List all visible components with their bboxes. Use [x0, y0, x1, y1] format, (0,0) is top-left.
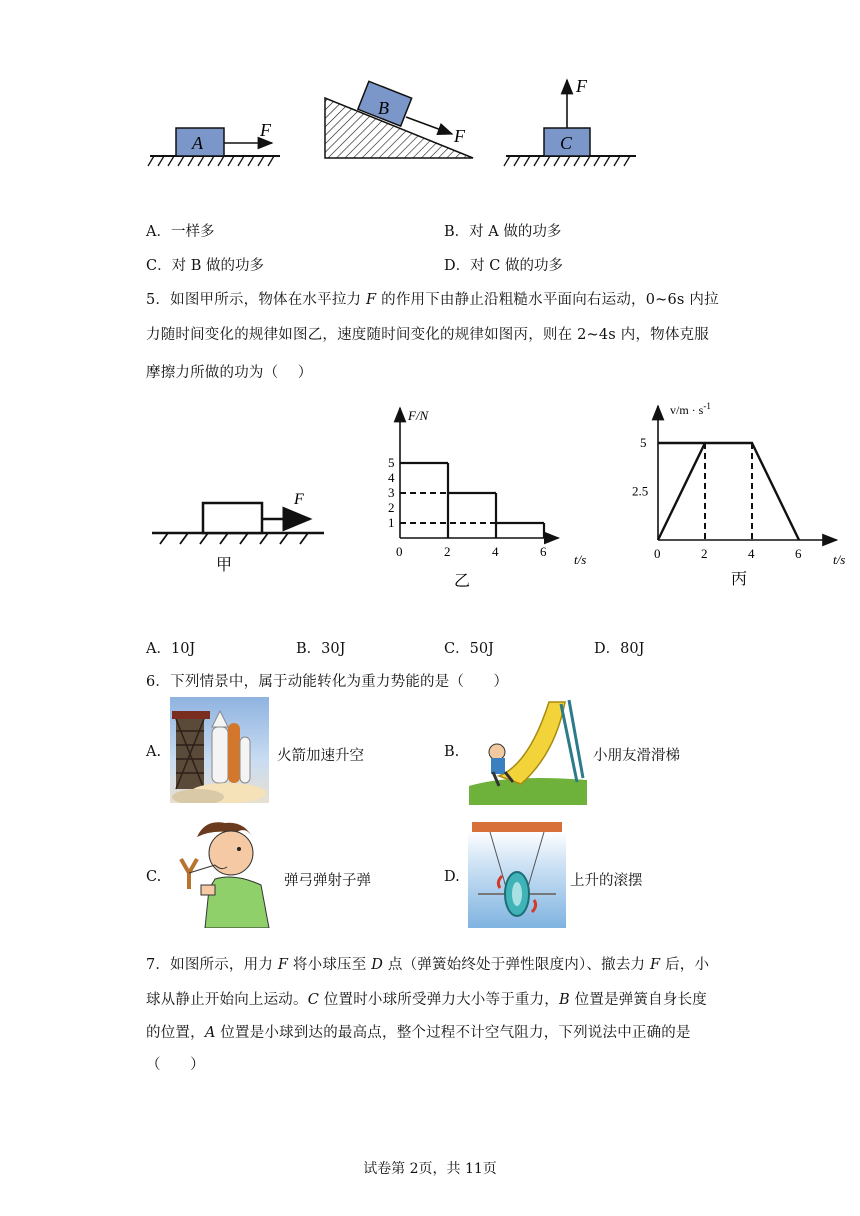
q7-text: 点（弹簧始终处于弹性限度内）、撤去力 — [383, 957, 651, 973]
force-c-label: F — [576, 76, 587, 96]
y-tick-label: 5 — [388, 455, 395, 470]
jia-caption: 甲 — [216, 557, 233, 574]
bing-caption: 丙 — [731, 571, 748, 588]
q7-text: 位置是小球到达的最高点，整个过程不计空气阻力，下列说法中正确的是 — [215, 1025, 691, 1041]
x-tick-label: 4 — [748, 546, 755, 561]
q5-option-c[interactable]: C．50J — [444, 641, 494, 657]
rocket-image — [170, 697, 269, 803]
y-tick-label: 5 — [640, 435, 647, 450]
q4-option-c[interactable]: C．对 B 做的功多 — [146, 258, 264, 274]
q5-stem-line3: 摩擦力所做的功为（ ） — [146, 365, 313, 381]
q5-option-d[interactable]: D．80J — [594, 641, 645, 657]
q5-text: 的作用下由静止沿粗糙水平面向右运动，0~6s 内拉 — [376, 292, 719, 308]
block-c-scene — [504, 76, 636, 166]
q7-var-f: F — [277, 957, 289, 973]
x-tick-label: 4 — [492, 544, 499, 559]
x-tick-label: 0 — [396, 544, 403, 559]
y-axis-label: F/N — [408, 408, 429, 423]
block-b-scene — [325, 81, 473, 158]
q6-option-b-letter[interactable]: B. — [444, 744, 460, 760]
q7-stem-line4: （ ） — [146, 1057, 205, 1073]
q6-option-a-letter[interactable]: A. — [146, 744, 162, 760]
x-tick-label: 6 — [540, 544, 547, 559]
slingshot-image — [175, 819, 275, 928]
jia-force-label: F — [294, 491, 304, 508]
q7-text: 后，小 — [660, 957, 710, 973]
force-b-label: F — [454, 126, 465, 146]
q7-text: 7．如图所示，用力 — [146, 957, 278, 973]
q7-stem-line2 — [146, 988, 707, 1009]
y-axis-label: $v/m \cdot s^{-1}$ — [670, 401, 711, 417]
q5-stem-line1 — [146, 288, 719, 309]
block-c-label: C — [560, 133, 573, 153]
force-blocks-figure — [140, 74, 660, 174]
q6-option-c-letter[interactable]: C. — [146, 869, 162, 885]
y-tick-label: 2 — [388, 500, 395, 515]
q7-var-a: A — [204, 1025, 216, 1041]
q5-option-b[interactable]: B．30J — [296, 641, 346, 657]
q4-option-a[interactable]: A．一样多 — [146, 224, 215, 240]
q6-option-a-text[interactable]: 火箭加速升空 — [277, 748, 364, 764]
x-axis-label: t/s — [833, 552, 846, 567]
yo-yo-wheel-image — [468, 820, 566, 928]
q5-var-f: F — [366, 292, 377, 308]
y-tick-label: 3 — [388, 485, 395, 500]
q6-option-b-text[interactable]: 小朋友滑滑梯 — [593, 748, 680, 764]
x-tick-label: 2 — [701, 546, 708, 561]
q7-var-f: F — [650, 957, 661, 973]
x-tick-label: 6 — [795, 546, 802, 561]
q7-var-b: B — [559, 992, 570, 1008]
q5-option-a[interactable]: A．10J — [146, 641, 196, 657]
q6-stem: 6．下列情景中，属于动能转化为重力势能的是（ ） — [146, 674, 509, 690]
block-b-label: B — [378, 98, 389, 118]
slide-image — [469, 694, 587, 805]
q7-var-c: C — [307, 992, 319, 1008]
velocity-line — [658, 443, 799, 540]
y-tick-label: 4 — [388, 470, 395, 485]
q5-stem-line2: 力随时间变化的规律如图乙，速度随时间变化的规律如图丙，则在 2~4s 内，物体克服 — [146, 327, 709, 343]
q7-text: 球从静止开始向上运动。 — [146, 992, 308, 1008]
q4-option-d[interactable]: D．对 C 做的功多 — [444, 258, 563, 274]
q7-stem-line1 — [146, 953, 709, 974]
fig-jia — [148, 486, 328, 576]
q6-option-d-letter[interactable]: D. — [444, 869, 460, 885]
force-a-label: F — [260, 120, 271, 140]
q6-option-d-text[interactable]: 上升的滚摆 — [570, 873, 643, 889]
q7-text: 的位置， — [146, 1025, 205, 1041]
q7-var-d: D — [371, 957, 384, 973]
q7-text: 位置是弹簧自身长度 — [569, 992, 707, 1008]
y-tick-label: 2.5 — [632, 483, 649, 499]
jia-block — [203, 503, 262, 533]
q7-text: 将小球压至 — [288, 957, 372, 973]
y-axis-label-sup: -1 — [703, 401, 711, 411]
x-axis-label: t/s — [574, 552, 587, 567]
q5-text: 5．如图甲所示，物体在水平拉力 — [146, 292, 367, 308]
block-a-scene — [148, 120, 280, 166]
q6-option-c-text[interactable]: 弹弓弹射子弹 — [284, 873, 371, 889]
x-tick-label: 2 — [444, 544, 451, 559]
yi-caption: 乙 — [454, 573, 471, 588]
page-footer: 试卷第 2页，共 11页 — [363, 1161, 497, 1177]
q7-stem-line3 — [146, 1021, 691, 1042]
y-tick-label: 1 — [388, 515, 395, 530]
fig-bing-chart — [610, 392, 850, 588]
q7-text: 位置时小球所受弹力大小等于重力， — [319, 992, 560, 1008]
x-tick-label: 0 — [654, 546, 661, 561]
q4-option-b[interactable]: B．对 A 做的功多 — [444, 224, 562, 240]
fig-yi-chart — [360, 398, 610, 588]
block-a-label: A — [192, 133, 203, 153]
